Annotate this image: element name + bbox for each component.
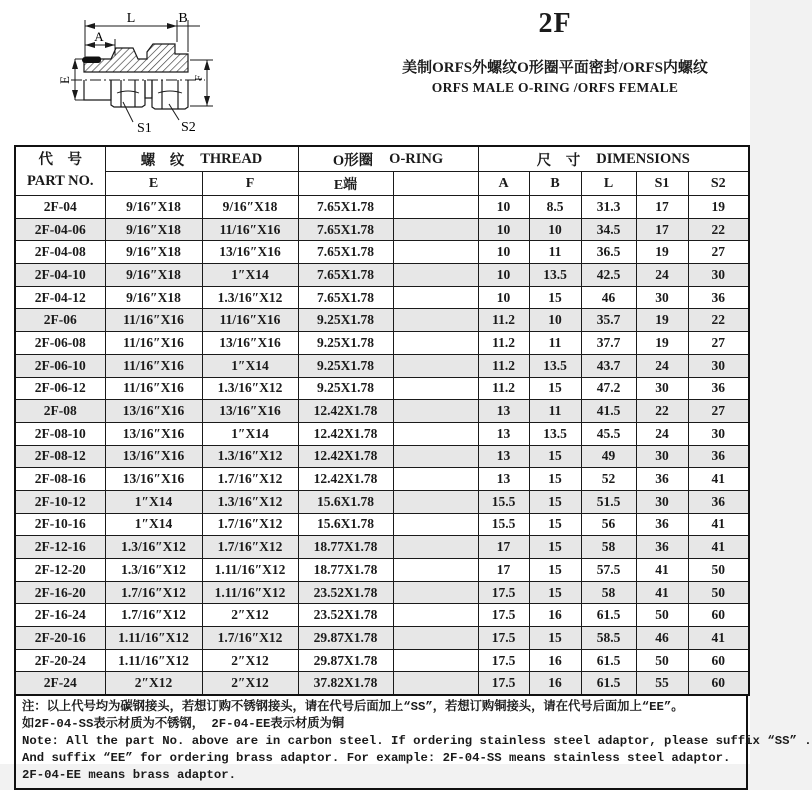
dim-a-cell: 10 (478, 241, 529, 264)
part-no-cell: 2F-16-24 (15, 604, 105, 627)
thread-f-cell: 1″X14 (202, 422, 298, 445)
table-row (15, 672, 749, 695)
table-row (15, 649, 749, 672)
dim-b-cell: 13.5 (529, 354, 581, 377)
oring-blank-cell (393, 218, 478, 241)
dim-a-cell: 17.5 (478, 672, 529, 695)
oring-e-end-cell: 29.87X1.78 (298, 627, 393, 650)
oring-blank-cell (393, 445, 478, 468)
table-row (15, 286, 749, 309)
dim-b-cell: 11 (529, 241, 581, 264)
thread-f-cell: 1.3/16″X12 (202, 490, 298, 513)
thread-f-cell: 1.3/16″X12 (202, 286, 298, 309)
dim-b-cell: 15 (529, 627, 581, 650)
dim-a-cell: 15.5 (478, 513, 529, 536)
oring-blank-cell (393, 354, 478, 377)
header-thread-en: THREAD (200, 150, 263, 167)
dim-a-cell: 11.2 (478, 377, 529, 400)
part-no-cell: 2F-06-08 (15, 332, 105, 355)
oring-blank-cell (393, 468, 478, 491)
oring-e-end-cell: 7.65X1.78 (298, 264, 393, 287)
dim-l-cell: 61.5 (581, 672, 636, 695)
oring-blank-cell (393, 377, 478, 400)
part-no-cell: 2F-20-24 (15, 649, 105, 672)
dim-a-cell: 10 (478, 286, 529, 309)
dim-l-cell: 56 (581, 513, 636, 536)
table-row (15, 468, 749, 491)
oring-blank-cell (393, 490, 478, 513)
label-S2: S2 (181, 120, 196, 135)
header-oring-cn: O形圈 (332, 152, 374, 169)
dim-s1-cell: 30 (636, 286, 688, 309)
subheader-a: A (478, 172, 529, 196)
oring-blank-cell (393, 286, 478, 309)
table-row (15, 422, 749, 445)
header-oring (298, 146, 478, 172)
table-row (15, 264, 749, 287)
dim-l-cell: 57.5 (581, 559, 636, 582)
part-no-cell: 2F-24 (15, 672, 105, 695)
subheader-b: B (529, 172, 581, 196)
dim-s1-cell: 17 (636, 218, 688, 241)
dim-label-B: B (178, 11, 188, 26)
part-no-cell: 2F-04-06 (15, 218, 105, 241)
thread-f-cell: 1.7/16″X12 (202, 536, 298, 559)
header-part-no (15, 146, 105, 196)
thread-e-cell: 1.3/16″X12 (105, 559, 202, 582)
thread-f-cell: 1.3/16″X12 (202, 445, 298, 468)
thread-e-cell: 1.7/16″X12 (105, 604, 202, 627)
dim-s1-cell: 19 (636, 241, 688, 264)
page-title-chinese: 美制ORFS外螺纹O形圈平面密封/ORFS内螺纹 (402, 60, 708, 76)
oring-blank-cell (393, 400, 478, 423)
part-no-cell: 2F-06 (15, 309, 105, 332)
dim-s1-cell: 36 (636, 513, 688, 536)
note-line-3-en: Note: All the part No. above are in carbon steel. If ordering stainless steel adaptor, please suffix “SS” . (22, 734, 812, 749)
oring-e-end-cell: 9.25X1.78 (298, 332, 393, 355)
dim-b-cell: 15 (529, 559, 581, 582)
dim-l-cell: 58 (581, 581, 636, 604)
oring-e-end-cell: 23.52X1.78 (298, 604, 393, 627)
thread-e-cell: 1.7/16″X12 (105, 581, 202, 604)
table-row (15, 604, 749, 627)
dim-s2-cell: 36 (688, 377, 749, 400)
dim-s2-cell: 22 (688, 309, 749, 332)
dim-b-cell: 10 (529, 309, 581, 332)
thread-f-cell: 2″X12 (202, 672, 298, 695)
dim-s2-cell: 27 (688, 332, 749, 355)
lower-outline (84, 80, 188, 109)
thread-e-cell: 11/16″X16 (105, 354, 202, 377)
dim-b-cell: 16 (529, 672, 581, 695)
part-no-cell: 2F-12-16 (15, 536, 105, 559)
part-no-cell: 2F-04-08 (15, 241, 105, 264)
dim-s2-cell: 19 (688, 196, 749, 219)
dim-a-cell: 17.5 (478, 581, 529, 604)
dim-a-cell: 13 (478, 468, 529, 491)
dim-s2-cell: 27 (688, 241, 749, 264)
table-row (15, 309, 749, 332)
thread-e-cell: 1″X14 (105, 490, 202, 513)
dim-a-cell: 10 (478, 196, 529, 219)
page-title-english: ORFS MALE O-RING /ORFS FEMALE (431, 80, 679, 95)
dim-s1-cell: 22 (636, 400, 688, 423)
dim-l-cell: 36.5 (581, 241, 636, 264)
oring-blank-cell (393, 672, 478, 695)
dim-b-cell: 15 (529, 536, 581, 559)
part-no-cell: 2F-06-12 (15, 377, 105, 400)
part-no-cell: 2F-08-10 (15, 422, 105, 445)
subheader-f: F (202, 172, 298, 196)
dim-s1-cell: 55 (636, 672, 688, 695)
dim-l-cell: 43.7 (581, 354, 636, 377)
thread-e-cell: 13/16″X16 (105, 422, 202, 445)
subheader-s2: S2 (688, 172, 749, 196)
dim-b-cell: 13.5 (529, 422, 581, 445)
subheader-s1: S1 (636, 172, 688, 196)
oring-e-end-cell: 9.25X1.78 (298, 354, 393, 377)
dim-l-cell: 61.5 (581, 604, 636, 627)
content-area (14, 145, 812, 790)
dim-b-cell: 11 (529, 332, 581, 355)
thread-e-cell: 1″X14 (105, 513, 202, 536)
part-no-cell: 2F-04-10 (15, 264, 105, 287)
dim-b-cell: 8.5 (529, 196, 581, 219)
dim-s2-cell: 36 (688, 490, 749, 513)
dim-a-cell: 11.2 (478, 332, 529, 355)
spec-table-body (15, 196, 749, 696)
dim-a-cell: 17.5 (478, 627, 529, 650)
dim-l-cell: 34.5 (581, 218, 636, 241)
thread-e-cell: 1.11/16″X12 (105, 649, 202, 672)
oring-e-end-cell: 9.25X1.78 (298, 309, 393, 332)
dim-s1-cell: 24 (636, 264, 688, 287)
subheader-e-end: E端 (298, 172, 393, 196)
oring-e-end-cell: 15.6X1.78 (298, 513, 393, 536)
part-no-cell: 2F-10-16 (15, 513, 105, 536)
dim-s1-cell: 24 (636, 422, 688, 445)
oring-blank-cell (393, 627, 478, 650)
dim-s2-cell: 60 (688, 649, 749, 672)
dim-s2-cell: 50 (688, 581, 749, 604)
thread-f-cell: 2″X12 (202, 649, 298, 672)
oring-e-end-cell: 12.42X1.78 (298, 445, 393, 468)
label-S1: S1 (137, 121, 152, 136)
oring-e-end-cell: 18.77X1.78 (298, 559, 393, 582)
part-no-cell: 2F-06-10 (15, 354, 105, 377)
oring-e-end-cell: 23.52X1.78 (298, 581, 393, 604)
dim-b-cell: 10 (529, 218, 581, 241)
dim-l-cell: 41.5 (581, 400, 636, 423)
oring-blank-cell (393, 422, 478, 445)
dim-l-cell: 37.7 (581, 332, 636, 355)
dim-s1-cell: 30 (636, 490, 688, 513)
thread-f-cell: 1.11/16″X12 (202, 581, 298, 604)
oring-e-end-cell: 15.6X1.78 (298, 490, 393, 513)
table-row (15, 332, 749, 355)
thread-e-cell: 2″X12 (105, 672, 202, 695)
fitting-cross-section-drawing (55, 2, 315, 143)
dim-s1-cell: 41 (636, 581, 688, 604)
oring-e-end-cell: 12.42X1.78 (298, 400, 393, 423)
thread-f-cell: 11/16″X16 (202, 309, 298, 332)
subheader-e: E (105, 172, 202, 196)
oring-blank-cell (393, 196, 478, 219)
dim-s2-cell: 50 (688, 559, 749, 582)
subheader-l: L (581, 172, 636, 196)
oring-e-end-cell: 7.65X1.78 (298, 286, 393, 309)
oring-blank-cell (393, 309, 478, 332)
part-no-cell: 2F-12-20 (15, 559, 105, 582)
dim-s1-cell: 19 (636, 309, 688, 332)
title-block (370, 8, 740, 96)
oring-blank-cell (393, 536, 478, 559)
header-dimensions (478, 146, 749, 172)
dim-b-cell: 15 (529, 445, 581, 468)
thread-e-cell: 11/16″X16 (105, 309, 202, 332)
dim-s2-cell: 30 (688, 422, 749, 445)
thread-f-cell: 13/16″X16 (202, 400, 298, 423)
oring-e-end-cell: 37.82X1.78 (298, 672, 393, 695)
table-row (15, 354, 749, 377)
dim-l-cell: 58 (581, 536, 636, 559)
subheader-blank (393, 172, 478, 196)
dim-a-cell: 17.5 (478, 649, 529, 672)
table-row (15, 513, 749, 536)
dim-a-cell: 13 (478, 422, 529, 445)
thread-e-cell: 13/16″X16 (105, 400, 202, 423)
oring-e-end-cell: 7.65X1.78 (298, 241, 393, 264)
oring-e-end-cell: 7.65X1.78 (298, 218, 393, 241)
table-row (15, 536, 749, 559)
thread-f-cell: 9/16″X18 (202, 196, 298, 219)
dim-a-cell: 10 (478, 264, 529, 287)
dim-s1-cell: 36 (636, 468, 688, 491)
dim-s2-cell: 27 (688, 400, 749, 423)
dim-a-cell: 11.2 (478, 309, 529, 332)
dim-label-E: E (57, 76, 72, 84)
dim-b-cell: 15 (529, 490, 581, 513)
dim-l-cell: 45.5 (581, 422, 636, 445)
part-no-cell: 2F-16-20 (15, 581, 105, 604)
dim-s2-cell: 60 (688, 604, 749, 627)
oring-blank-cell (393, 332, 478, 355)
dim-s2-cell: 60 (688, 672, 749, 695)
dim-b-cell: 11 (529, 400, 581, 423)
part-no-cell: 2F-08 (15, 400, 105, 423)
oring-blank-cell (393, 581, 478, 604)
oring-blank-cell (393, 649, 478, 672)
dim-b-cell: 16 (529, 604, 581, 627)
note-line-2-cn: 如2F-04-SS表示材质为不锈钢， 2F-04-EE表示材质为铜 (22, 717, 345, 732)
table-row (15, 445, 749, 468)
thread-f-cell: 2″X12 (202, 604, 298, 627)
thread-f-cell: 11/16″X16 (202, 218, 298, 241)
header-part-no-en: PART NO. (26, 173, 94, 189)
table-row (15, 218, 749, 241)
o-ring-dot (82, 57, 88, 63)
dim-s1-cell: 19 (636, 332, 688, 355)
table-row (15, 559, 749, 582)
dim-l-cell: 49 (581, 445, 636, 468)
dim-s2-cell: 41 (688, 513, 749, 536)
dim-l-cell: 52 (581, 468, 636, 491)
oring-blank-cell (393, 559, 478, 582)
spec-table (14, 145, 750, 696)
note-line-1-cn: 注：以上代号均为碳钢接头，若想订购不锈钢接头，请在代号后面加上“SS”，若想订购铜接头，请在代号后面加上“EE”。 (22, 700, 684, 715)
part-no-cell: 2F-04-12 (15, 286, 105, 309)
thread-e-cell: 13/16″X16 (105, 445, 202, 468)
oring-blank-cell (393, 604, 478, 627)
part-no-cell: 2F-10-12 (15, 490, 105, 513)
thread-e-cell: 9/16″X18 (105, 241, 202, 264)
dim-s1-cell: 30 (636, 377, 688, 400)
thread-e-cell: 11/16″X16 (105, 332, 202, 355)
oring-e-end-cell: 12.42X1.78 (298, 468, 393, 491)
dim-s1-cell: 50 (636, 649, 688, 672)
header-part-no-cn: 代 号 (38, 151, 82, 168)
thread-f-cell: 13/16″X16 (202, 241, 298, 264)
header-thread-cn: 螺 纹 (140, 152, 185, 169)
oring-blank-cell (393, 513, 478, 536)
oring-e-end-cell: 7.65X1.78 (298, 196, 393, 219)
dim-l-cell: 47.2 (581, 377, 636, 400)
thread-e-cell: 13/16″X16 (105, 468, 202, 491)
dim-l-cell: 42.5 (581, 264, 636, 287)
table-row (15, 400, 749, 423)
dim-a-cell: 17 (478, 536, 529, 559)
dim-s1-cell: 24 (636, 354, 688, 377)
dim-s2-cell: 36 (688, 445, 749, 468)
dim-a-cell: 11.2 (478, 354, 529, 377)
oring-blank-cell (393, 241, 478, 264)
thread-e-cell: 1.3/16″X12 (105, 536, 202, 559)
dim-b-cell: 13.5 (529, 264, 581, 287)
dim-label-L: L (126, 11, 136, 26)
technical-drawing (55, 2, 315, 143)
thread-e-cell: 11/16″X16 (105, 377, 202, 400)
product-code: 2F (538, 8, 572, 39)
dim-b-cell: 15 (529, 377, 581, 400)
leader-lines (123, 102, 179, 122)
dim-s1-cell: 41 (636, 559, 688, 582)
dim-a-cell: 17.5 (478, 604, 529, 627)
header-thread (105, 146, 298, 172)
note-line-4-en: And suffix “EE” for ordering brass adaptor. For example: 2F-04-SS means stainless steel adaptor. (22, 751, 731, 766)
dim-b-cell: 16 (529, 649, 581, 672)
thread-f-cell: 1.3/16″X12 (202, 377, 298, 400)
dim-a-cell: 13 (478, 400, 529, 423)
dim-l-cell: 61.5 (581, 649, 636, 672)
dim-s2-cell: 41 (688, 468, 749, 491)
dim-a-cell: 17 (478, 559, 529, 582)
dim-s2-cell: 22 (688, 218, 749, 241)
dim-s2-cell: 41 (688, 627, 749, 650)
dim-l-cell: 31.3 (581, 196, 636, 219)
dim-l-cell: 51.5 (581, 490, 636, 513)
thread-f-cell: 1″X14 (202, 354, 298, 377)
thread-e-cell: 9/16″X18 (105, 264, 202, 287)
dim-label-F: F (194, 75, 205, 81)
table-row (15, 196, 749, 219)
dim-l-cell: 35.7 (581, 309, 636, 332)
dim-s1-cell: 36 (636, 536, 688, 559)
spec-table-header (15, 146, 749, 196)
dim-s1-cell: 46 (636, 627, 688, 650)
note-box (14, 696, 812, 790)
oring-e-end-cell: 9.25X1.78 (298, 377, 393, 400)
note-line-5-en: 2F-04-EE means brass adaptor. (22, 768, 237, 782)
oring-e-end-cell: 29.87X1.78 (298, 649, 393, 672)
dim-b-cell: 15 (529, 581, 581, 604)
header-dimensions-en: DIMENSIONS (596, 150, 690, 167)
table-row (15, 377, 749, 400)
part-no-cell: 2F-08-16 (15, 468, 105, 491)
thread-e-cell: 9/16″X18 (105, 286, 202, 309)
dim-s2-cell: 36 (688, 286, 749, 309)
oring-e-end-cell: 18.77X1.78 (298, 536, 393, 559)
dim-l-cell: 46 (581, 286, 636, 309)
thread-f-cell: 1.7/16″X12 (202, 627, 298, 650)
thread-f-cell: 1.7/16″X12 (202, 513, 298, 536)
dim-l-cell: 58.5 (581, 627, 636, 650)
thread-f-cell: 1.11/16″X12 (202, 559, 298, 582)
header-dimensions-cn: 尺 寸 (536, 152, 581, 169)
thread-f-cell: 13/16″X16 (202, 332, 298, 355)
dim-label-A: A (94, 29, 104, 44)
dim-s1-cell: 17 (636, 196, 688, 219)
part-no-cell: 2F-08-12 (15, 445, 105, 468)
dim-b-cell: 15 (529, 286, 581, 309)
table-row (15, 490, 749, 513)
header-oring-en: O-RING (389, 150, 444, 167)
part-no-cell: 2F-04 (15, 196, 105, 219)
thread-e-cell: 9/16″X18 (105, 218, 202, 241)
oring-e-end-cell: 12.42X1.78 (298, 422, 393, 445)
dim-b-cell: 15 (529, 468, 581, 491)
table-row (15, 581, 749, 604)
dim-s2-cell: 30 (688, 264, 749, 287)
dim-a-cell: 10 (478, 218, 529, 241)
thread-f-cell: 1.7/16″X12 (202, 468, 298, 491)
dim-a-cell: 13 (478, 445, 529, 468)
oring-blank-cell (393, 264, 478, 287)
thread-e-cell: 1.11/16″X12 (105, 627, 202, 650)
table-row (15, 627, 749, 650)
dim-s2-cell: 30 (688, 354, 749, 377)
dim-s1-cell: 30 (636, 445, 688, 468)
thread-e-cell: 9/16″X18 (105, 196, 202, 219)
dim-b-cell: 15 (529, 513, 581, 536)
dim-s1-cell: 50 (636, 604, 688, 627)
dim-s2-cell: 41 (688, 536, 749, 559)
part-no-cell: 2F-20-16 (15, 627, 105, 650)
dim-a-cell: 15.5 (478, 490, 529, 513)
table-row (15, 241, 749, 264)
thread-f-cell: 1″X14 (202, 264, 298, 287)
